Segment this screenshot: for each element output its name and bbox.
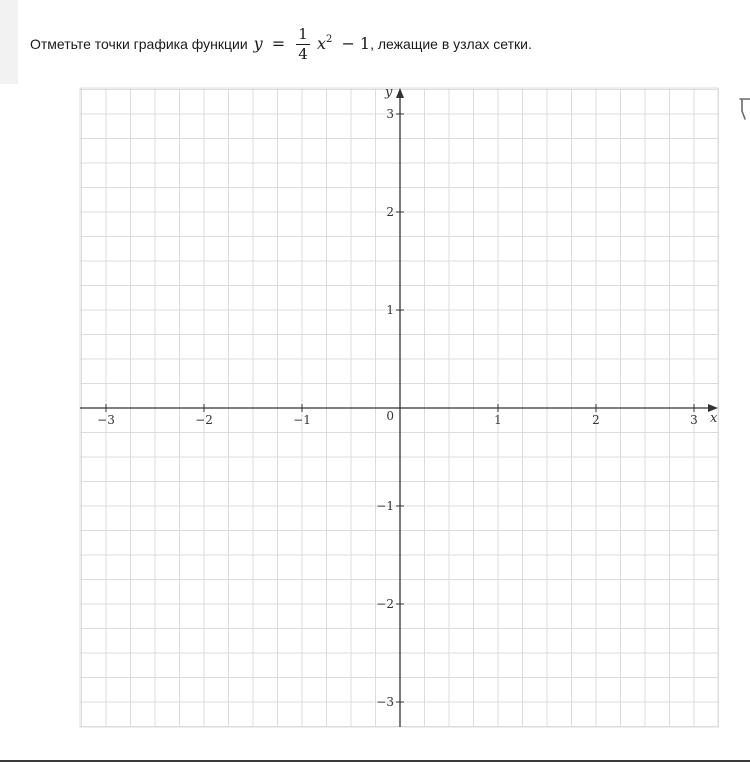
y-tick-label: 2 bbox=[386, 205, 394, 219]
x-axis-label: x bbox=[710, 411, 718, 426]
x-tick-label: 3 bbox=[690, 413, 698, 427]
formula-minus-one: − 1 bbox=[341, 33, 371, 53]
question-suffix: , лежащие в узлах сетки. bbox=[370, 36, 532, 52]
y-tick-label: −1 bbox=[376, 499, 394, 513]
x-tick-label: −3 bbox=[97, 413, 115, 427]
formula-exponent: 2 bbox=[325, 33, 333, 45]
y-tick-label: 3 bbox=[386, 107, 394, 121]
formula-var-y: y bbox=[253, 33, 263, 53]
x-tick-label: −1 bbox=[293, 413, 311, 427]
y-tick-label: 1 bbox=[386, 303, 394, 317]
y-tick-label: −2 bbox=[376, 597, 394, 611]
question-prefix: Отметьте точки графика функции bbox=[30, 36, 248, 52]
fraction-numerator: 1 bbox=[298, 24, 308, 43]
formula-var-x: x bbox=[316, 33, 326, 53]
formula-equals: = bbox=[271, 33, 286, 53]
x-tick-label: 2 bbox=[592, 413, 600, 427]
y-tick-label: −3 bbox=[376, 695, 394, 709]
origin-label: 0 bbox=[386, 409, 394, 423]
fraction-denominator: 4 bbox=[298, 44, 308, 63]
x-tick-label: 1 bbox=[494, 413, 502, 427]
x-tick-label: −2 bbox=[195, 413, 213, 427]
eraser-icon[interactable] bbox=[738, 97, 750, 123]
y-axis-label: y bbox=[385, 85, 393, 100]
